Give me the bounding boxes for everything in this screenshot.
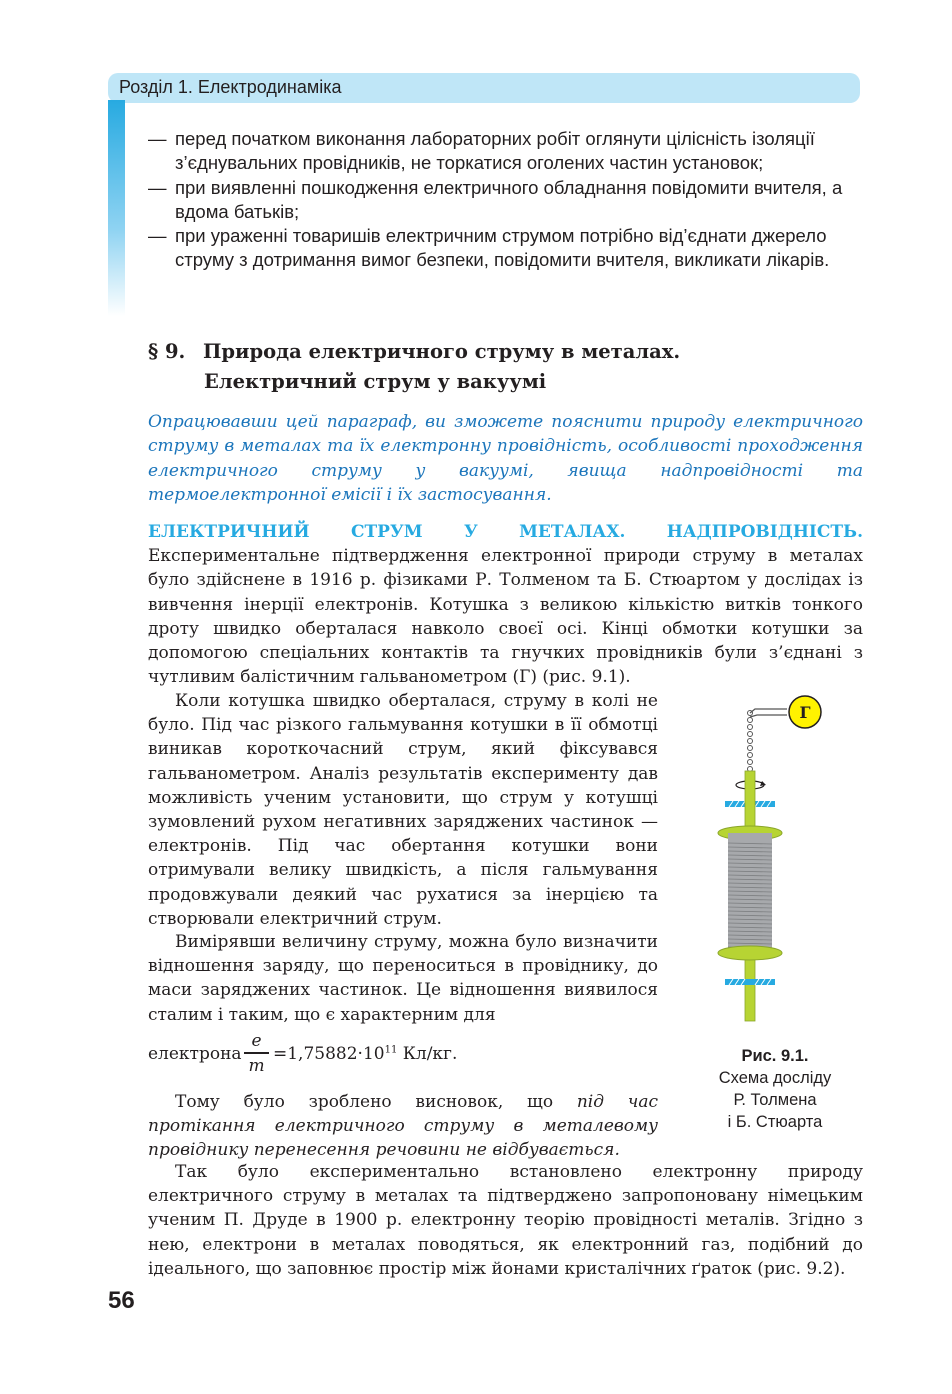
- formula-fraction: [244, 1030, 269, 1078]
- formula-unit: Кл/кг.: [397, 1044, 458, 1064]
- section-intro: Опрацювавши цей параграф, ви зможете пояснити природу електричного струму в металах та їх електронну провідність, особливості проходження електричного струму у вакуумі, явища надпровідності та термоелектронної емісії і їх застосування.: [148, 412, 863, 506]
- list-item: [148, 224, 863, 273]
- paragraph-text: Тому було зроблено висновок, що: [175, 1092, 577, 1112]
- paragraph: Коли котушка швидко оберталася, струму в колі не було. Під час різкого гальмування котушки в її обмотці виникав короткочасний струм, який фіксувався гальванометром. Аналіз результатів експерименту дав можливість ученим установити, що струм у котушці зумовлений рухом негативних заряджених частинок — електронів. Під час обертання котушки вони отримували велику швидкість, а після гальмування продовжували деякий час рухатися за інерцією та створювали електричний струм.: [148, 691, 658, 929]
- formula-number: =1,75882·10: [273, 1044, 385, 1064]
- paragraph: Так було експериментально встановлено електронну природу електричного струму в металах та підтверджено запропоновану німецьким ученим П. Друде в 1900 р. електронну теорію провідності металів. Згідно з нею, електрони в металах поводяться, як електронний газ, подібний до ідеального, що заповнює простір між йонами кристалічних ґраток (рис. 9.2).: [148, 1162, 863, 1279]
- page-number: 56: [108, 1287, 135, 1314]
- list-item-text: при ураженні товаришів електричним струмом потрібно від’єднати джерело струму з дотримання вимог безпеки, повідомити вчителя, викликати лікарів.: [175, 225, 830, 271]
- list-item: [148, 176, 863, 225]
- bottom-flange: [718, 946, 782, 960]
- caption-line: і Б. Стюарта: [727, 1113, 823, 1131]
- list-dash: —: [148, 225, 167, 247]
- tolman-stewart-diagram: [695, 695, 860, 1035]
- paragraph: Вимірявши величину струму, можна було визначити відношення заряду, що переноситься в провіднику, до маси заряджених частинок. Це відношення виявилося сталим і таким, що є характерним для: [148, 932, 658, 1025]
- chapter-title: Розділ 1. Електродинаміка: [119, 77, 342, 97]
- figure-caption: [680, 1045, 870, 1133]
- caption-line: Схема досліду: [718, 1069, 832, 1087]
- caption-title: Рис. 9.1.: [741, 1047, 809, 1065]
- galvanometer-label: Г: [799, 703, 811, 722]
- charge-mass-formula: [148, 1030, 668, 1084]
- section-number: § 9.: [148, 340, 186, 363]
- list-dash: —: [148, 176, 167, 198]
- section-heading: [148, 337, 680, 397]
- formula-exponent: 11: [384, 1044, 398, 1056]
- formula-numerator: e: [251, 1031, 262, 1051]
- conclusion-text: під час протікання електричного струму в металевому провіднику перенесення речовини не відбувається.: [148, 1092, 658, 1161]
- rotation-arrowhead-icon: [760, 781, 766, 786]
- subsection-heading: ЕЛЕКТРИЧНИЙ СТРУМ У МЕТАЛАХ. НАДПРОВІДНІСТЬ.: [148, 522, 863, 542]
- formula-value: [273, 1044, 457, 1064]
- side-accent-band: [108, 100, 125, 316]
- formula-label: електрона: [148, 1044, 242, 1064]
- safety-rules-list: [148, 127, 863, 273]
- list-dash: —: [148, 128, 167, 149]
- caption-line: Р. Толмена: [733, 1091, 817, 1109]
- paragraph: [148, 520, 863, 689]
- connecting-wire: [750, 709, 787, 717]
- paragraph-text: Експериментальне підтвердження електронної природи струму в металах було здійснене в 1916 р. фізиками Р. Толменом та Б. Стюартом у дослідах із вивчення інерції електронів. Котушка з великою кількістю витків тонкого дроту швидко оберталася навколо своєї осі. Кінці обмотки котушки за допомогою спеціальних контактів та гнучких провідників були з’єднані з чутливим балістичним гальванометром (Г) (рис. 9.1).: [148, 546, 863, 688]
- section-title-line1: Природа електричного струму в металах.: [203, 340, 681, 363]
- list-item-text: при виявленні пошкодження електричного обладнання повідомити вчителя, а вдома батьків;: [175, 176, 843, 222]
- list-item-text: перед початком виконання лабораторних робіт оглянути цілісність ізоляції з’єднувальних провідників, не торкатися оголених частин установок;: [175, 128, 815, 174]
- list-item: [148, 127, 863, 176]
- formula-denominator: m: [248, 1055, 265, 1076]
- paragraph: [148, 1090, 658, 1163]
- chain: [748, 711, 753, 772]
- section-title-line2: Електричний струм у вакуумі: [204, 370, 547, 393]
